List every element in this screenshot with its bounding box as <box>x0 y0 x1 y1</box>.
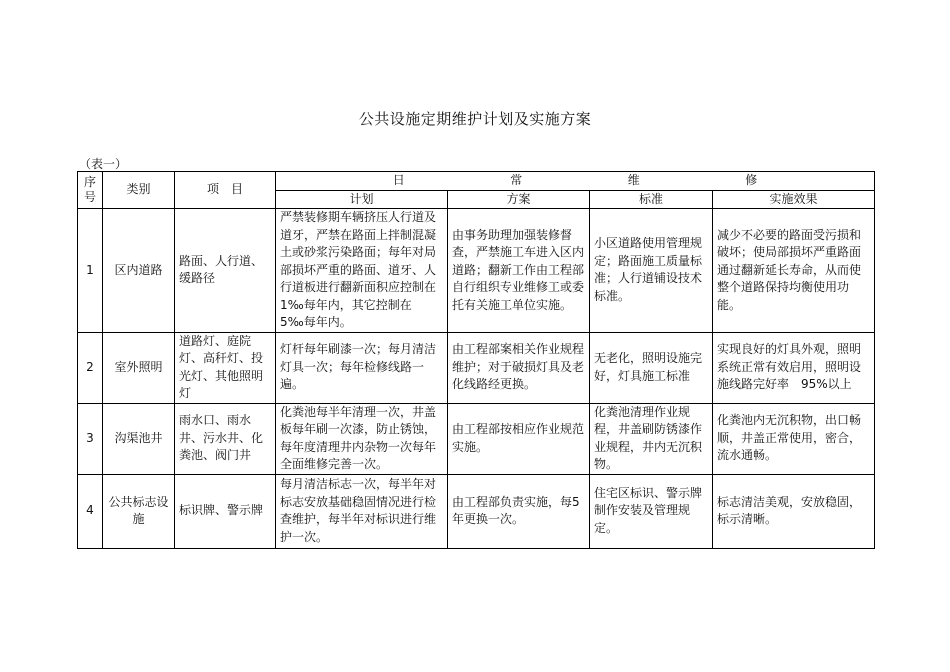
cell-plan: 每月清洁标志一次，每半年对标志安放基础稳固情况进行检查维护，每半年对标识进行维护一次。 <box>276 474 448 548</box>
header-category: 类别 <box>103 172 175 209</box>
cell-standard: 化粪池清理作业规程，井盖刷防锈漆作业规程，井内无沉积物。 <box>590 403 713 474</box>
header-daily-maintenance <box>276 172 875 191</box>
cell-effect: 化粪池内无沉积物，出口畅顺，井盖正常使用，密合，流水通畅。 <box>713 403 875 474</box>
cell-category: 室外照明 <box>103 332 175 403</box>
page-title: 公共设施定期维护计划及实施方案 <box>358 110 592 128</box>
header-item: 项 目 <box>175 172 276 209</box>
cell-scheme: 由工程部按相应作业规范实施。 <box>448 403 590 474</box>
maintenance-table <box>77 171 875 549</box>
cell-plan: 严禁装修期车辆挤压人行道及道牙，严禁在路面上拌制混凝土或砂浆污染路面；每年对局部损坏严重的路面、道牙、人行道板进行翻新面积应控制在 1‰每年内，其它控制在 5‰每年内。 <box>276 209 448 333</box>
table-label: （表一） <box>79 157 128 171</box>
cell-item: 道路灯、庭院灯、高秆灯、投光灯、其他照明灯 <box>175 332 276 403</box>
header-plan: 计划 <box>276 190 448 209</box>
cell-category: 公共标志设施 <box>103 474 175 548</box>
header-daily-char: 修 <box>745 173 758 187</box>
header-daily-char: 常 <box>510 173 523 187</box>
header-row-top <box>78 172 875 191</box>
cell-seq: 4 <box>78 474 103 548</box>
cell-scheme: 由工程部负责实施，每5年更换一次。 <box>448 474 590 548</box>
table-row <box>78 403 875 474</box>
cell-effect: 标志清洁美观，安放稳固，标示清晰。 <box>713 474 875 548</box>
header-seq: 序号 <box>78 172 103 209</box>
cell-standard: 无老化，照明设施完好，灯具施工标准 <box>590 332 713 403</box>
cell-scheme: 由工程部案相关作业规程维护；对于破损灯具及老化线路经更换。 <box>448 332 590 403</box>
cell-plan: 化粪池每半年清理一次，井盖板每年刷一次漆，防止锈蚀，每年度清理井内杂物一次每年全面维修完善一次。 <box>276 403 448 474</box>
header-standard: 标准 <box>590 190 713 209</box>
cell-item: 雨水口、雨水井、污水井、化粪池、阀门井 <box>175 403 276 474</box>
header-effect: 实施效果 <box>713 190 875 209</box>
cell-effect: 实现良好的灯具外观，照明系统正常有效启用，照明设施线路完好率 95%以上 <box>713 332 875 403</box>
cell-seq: 1 <box>78 209 103 333</box>
table-row <box>78 209 875 333</box>
cell-standard: 小区道路使用管理规定；路面施工质量标准；人行道铺设技术标准。 <box>590 209 713 333</box>
cell-standard: 住宅区标识、警示牌制作安装及管理规定。 <box>590 474 713 548</box>
cell-scheme: 由事务助理加强装修督查，严禁施工车进入区内道路；翻新工作由工程部自行组织专业维修工或委托有关施工单位实施。 <box>448 209 590 333</box>
cell-effect: 减少不必要的路面受污损和破坏；使局部损坏严重路面通过翻新延长寿命，从而使整个道路保持均衡使用功能。 <box>713 209 875 333</box>
header-scheme: 方案 <box>448 190 590 209</box>
cell-seq: 2 <box>78 332 103 403</box>
cell-plan: 灯杆每年刷漆一次；每月清洁灯具一次；每年检修线路一遍。 <box>276 332 448 403</box>
cell-item: 路面、人行道、缓路径 <box>175 209 276 333</box>
cell-category: 沟渠池井 <box>103 403 175 474</box>
cell-category: 区内道路 <box>103 209 175 333</box>
header-daily-char: 日 <box>392 173 405 187</box>
cell-seq: 3 <box>78 403 103 474</box>
header-daily-char: 维 <box>627 173 640 187</box>
table-row <box>78 332 875 403</box>
cell-item: 标识牌、警示牌 <box>175 474 276 548</box>
table-row <box>78 474 875 548</box>
